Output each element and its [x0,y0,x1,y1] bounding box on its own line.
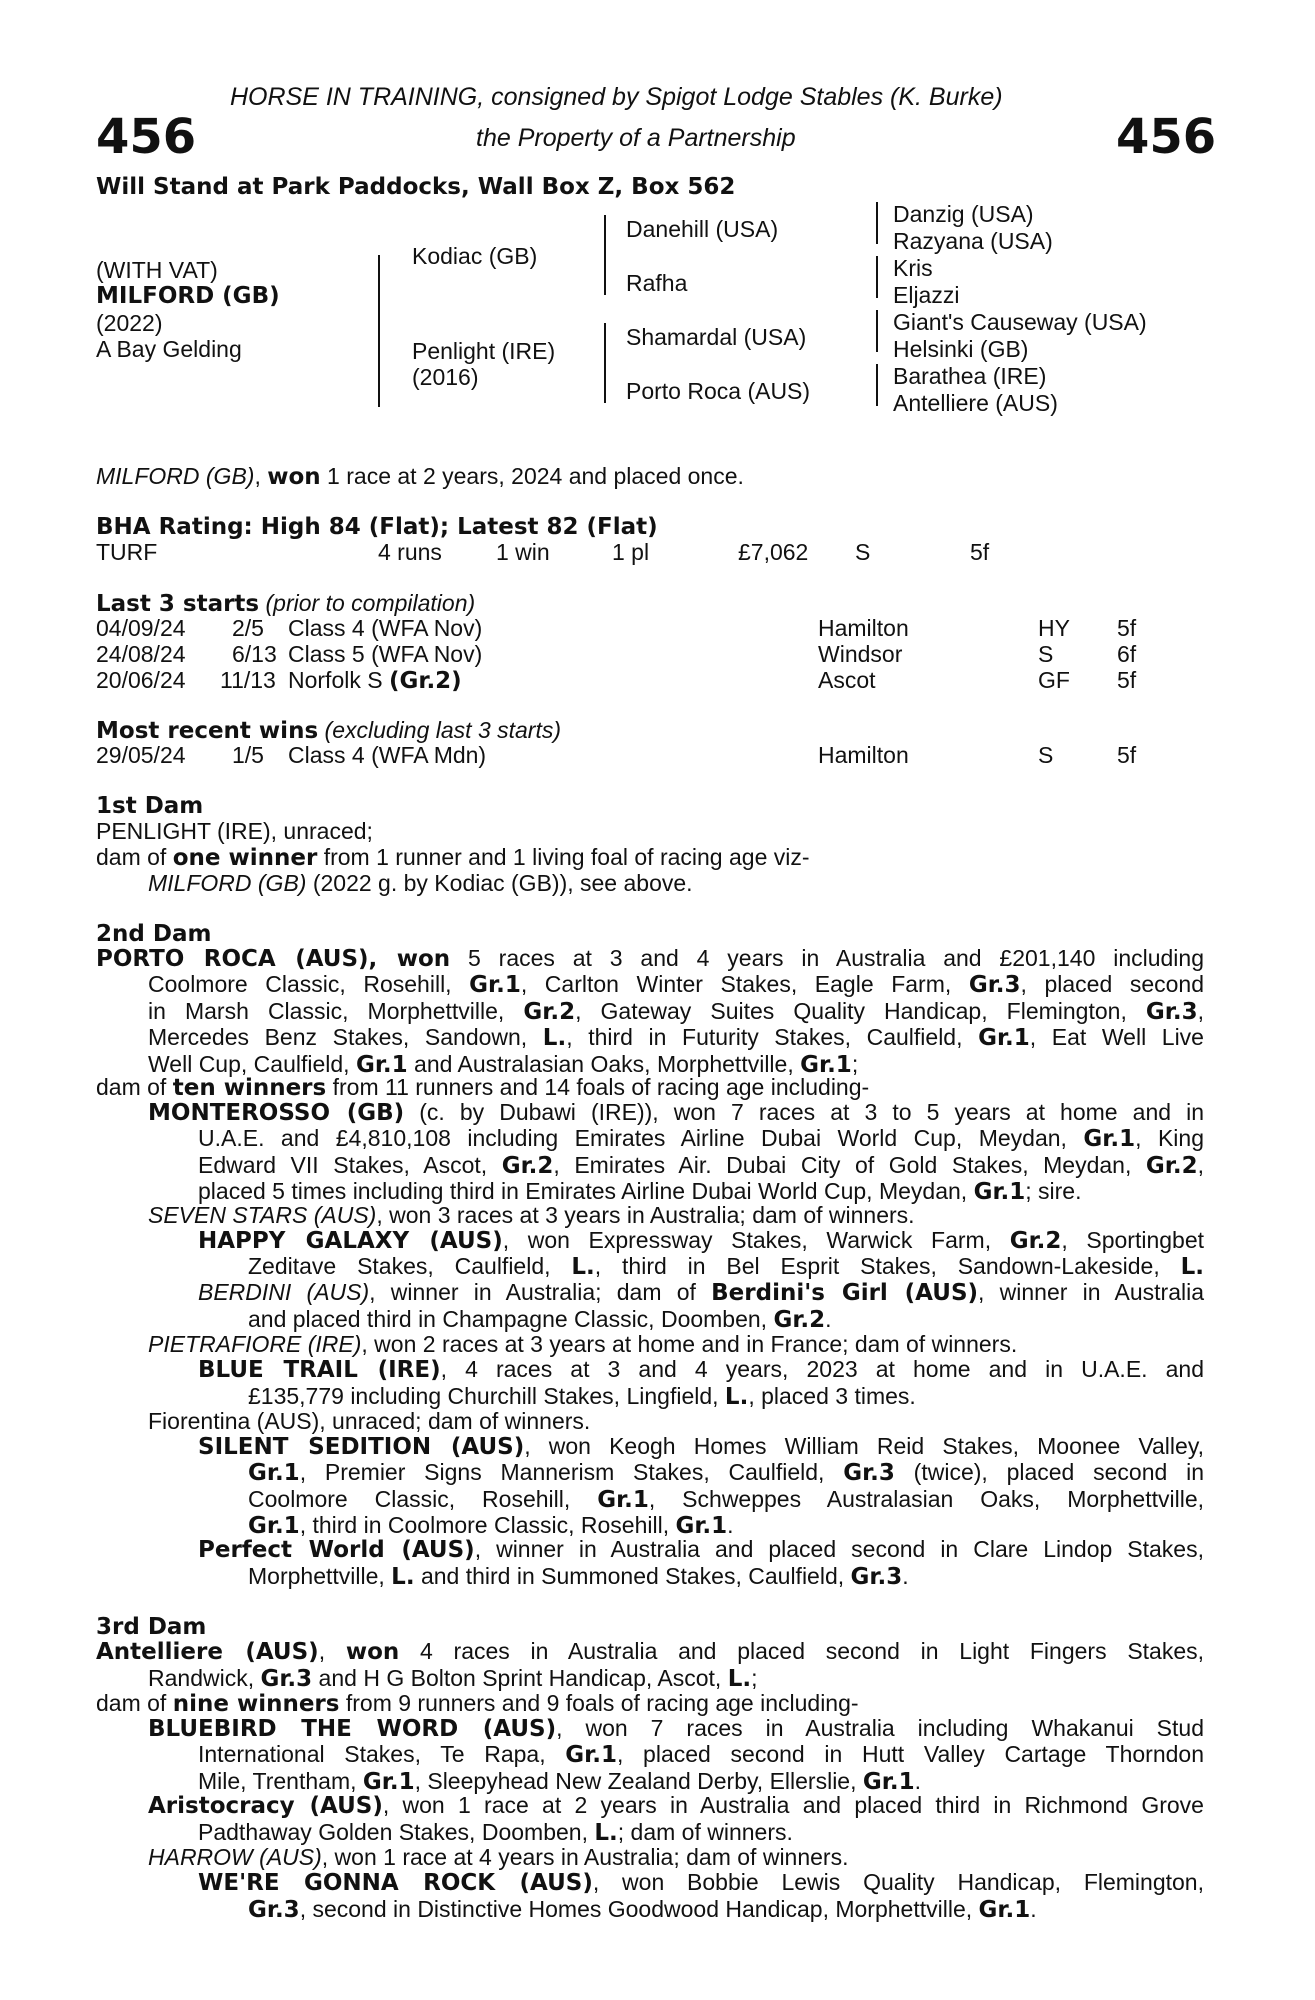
start-distance: 6f [1117,641,1137,667]
win-race: Class 4 (WFA Mdn) [288,742,487,768]
monterosso-entry: MONTEROSSO (GB) (c. by Dubawi (IRE)), won 7 races at 3 to 5 years at home and in [148,1099,1204,1126]
brace-dd [876,364,878,406]
start-course: Windsor [818,641,903,667]
third-dam-record: Antelliere (AUS), won 4 races in Australia and placed second in Light Fingers Stakes, [96,1638,1205,1665]
record-going: S [855,539,871,565]
pedigree-dam-year: (2016) [412,364,479,390]
second-dam-record-cont: Coolmore Classic, Rosehill, Gr.1, Carlton Winter Stakes, Eagle Farm, Gr.3, placed second in Marsh Classic, Morphettville, Gr.2, Gateway Suites Quality Handicap, Flemington, Gr.3, Mercedes Benz Stakes, Sandown, L., third in Futurity Stakes, Caulfield, Gr.1, Eat Well Live Well Cup, Caulfield, Gr.1 and Australasian Oaks, Morphettville, Gr.1; [148,971,1204,1078]
lot-number-left: 456 [96,109,197,165]
pedigree-gen3-8: Antelliere (AUS) [893,390,1058,416]
first-dam-foal: MILFORD (GB) (2022 g. by Kodiac (GB)), see above. [148,870,693,896]
win-distance: 5f [1117,742,1137,768]
start-distance: 5f [1117,667,1137,693]
pedigree-sire: Kodiac (GB) [412,243,538,269]
blue-trail-entry-cont: £135,779 including Churchill Stakes, Lingfield, L., placed 3 times. [248,1383,916,1410]
happy-galaxy-entry: HAPPY GALAXY (AUS), won Expressway Stakes, Warwick Farm, Gr.2, Sportingbet [198,1227,1205,1254]
lot-number-right: 456 [1116,109,1217,165]
start-position: 11/13 [220,667,276,693]
catalogue-subtitle: the Property of a Partnership [476,124,796,152]
win-position: 1/5 [232,742,264,768]
third-dam-heading: 3rd Dam [96,1614,207,1640]
fiorentina-entry: Fiorentina (AUS), unraced; dam of winners. [148,1408,591,1434]
harrow-entry: HARROW (AUS), won 1 race at 4 years in Australia; dam of winners. [148,1844,849,1870]
pedigree-gen3-2: Razyana (USA) [893,228,1053,254]
aristocracy-entry-cont: Padthaway Golden Stakes, Doomben, L.; dam of winners. [198,1819,793,1846]
seven-stars-entry: SEVEN STARS (AUS), won 3 races at 3 years in Australia; dam of winners. [148,1202,915,1228]
brace-ds [876,310,878,352]
start-going: HY [1038,615,1070,641]
pedigree-gen3-5: Giant's Causeway (USA) [893,309,1147,335]
silent-sedition-entry: SILENT SEDITION (AUS), won Keogh Homes William Reid Stakes, Moonee Valley, [198,1433,1205,1460]
bluebird-entry: BLUEBIRD THE WORD (AUS), won 7 races in Australia including Whakanui Stud [148,1715,1204,1742]
record-surface: TURF [96,539,158,565]
start-race: Class 5 (WFA Nov) [288,641,483,667]
third-dam-record-cont: Randwick, Gr.3 and H G Bolton Sprint Handicap, Ascot, L.; [148,1665,758,1692]
start-going: GF [1038,667,1070,693]
record-prize: £7,062 [738,539,809,565]
win-date: 29/05/24 [96,742,186,768]
start-position: 2/5 [232,615,264,641]
stand-location: Will Stand at Park Paddocks, Wall Box Z, Box 562 [96,174,736,200]
start-race: Class 4 (WFA Nov) [288,615,483,641]
brace-gen1 [378,255,380,407]
horse-description: A Bay Gelding [96,336,242,362]
race-summary: MILFORD (GB), won 1 race at 2 years, 2024 and placed once. [96,463,744,490]
second-dam-produce: dam of ten winners from 11 runners and 14 foals of racing age including- [96,1074,870,1101]
start-course: Ascot [818,667,876,693]
start-race: Norfolk S (Gr.2) [288,667,462,694]
happy-galaxy-entry-cont: Zeditave Stakes, Caulfield, L., third in Bel Esprit Stakes, Sandown-Lakeside, L. [248,1253,1205,1280]
first-dam-line: PENLIGHT (IRE), unraced; [96,818,373,844]
brace-sd [876,256,878,298]
second-dam-heading: 2nd Dam [96,921,212,947]
first-dam-heading: 1st Dam [96,793,204,819]
perfect-world-entry: Perfect World (AUS), winner in Australia and placed second in Clare Lindop Stakes, [198,1536,1204,1563]
bluebird-entry-cont: International Stakes, Te Rapa, Gr.1, placed second in Hutt Valley Cartage Thorndon Mile, Trentham, Gr.1, Sleepyhead New Zealand Derby, Ellerslie, Gr.1. [198,1741,1205,1795]
horse-name: MILFORD (GB) [96,283,280,309]
record-runs: 4 runs [378,539,442,565]
record-distance: 5f [970,539,990,565]
third-dam-produce: dam of nine winners from 9 runners and 9 foals of racing age including- [96,1690,859,1717]
start-going: S [1038,641,1054,667]
last-starts-heading: Last 3 starts (prior to compilation) [96,590,476,617]
pedigree-gen3-7: Barathea (IRE) [893,363,1047,389]
second-dam-record: PORTO ROCA (AUS), won 5 races at 3 and 4 years in Australia and £201,140 including [96,945,1204,972]
berdini-entry-cont: and placed third in Champagne Classic, Doomben, Gr.2. [248,1306,832,1333]
silent-sedition-entry-cont: Gr.1, Premier Signs Mannerism Stakes, Caulfield, Gr.3 (twice), placed second in Coolmore Classic, Rosehill, Gr.1, Schweppes Australasian Oaks, Morphettville, Gr.1, third in Coolmore Classic, Rosehill, Gr.1. [248,1459,1204,1540]
start-date: 04/09/24 [96,615,186,641]
pedigree-dam: Penlight (IRE) [412,338,556,364]
first-dam-produce: dam of one winner from 1 runner and 1 living foal of racing age viz- [96,844,810,871]
pedigree-gen3-1: Danzig (USA) [893,201,1034,227]
pedigree-sire-sire: Danehill (USA) [626,216,779,242]
start-distance: 5f [1117,615,1137,641]
monterosso-entry-cont: U.A.E. and £4,810,108 including Emirates Airline Dubai World Cup, Meydan, Gr.1, King Edward VII Stakes, Ascot, Gr.2, Emirates Air. Dubai City of Gold Stakes, Meydan, Gr.2, placed 5 times including third in Emirates Airline Dubai World Cup, Meydan, Gr.1; sire. [198,1125,1204,1206]
start-date: 20/06/24 [96,667,186,693]
pedigree-gen3-4: Eljazzi [893,282,960,308]
pietrafiore-entry: PIETRAFIORE (IRE), won 2 races at 3 years at home and in France; dam of winners. [148,1331,1018,1357]
blue-trail-entry: BLUE TRAIL (IRE), 4 races at 3 and 4 years, 2023 at home and in U.A.E. and [198,1356,1205,1383]
gonna-rock-entry-cont: Gr.3, second in Distinctive Homes Goodwood Handicap, Morphettville, Gr.1. [248,1896,1037,1923]
pedigree-dam-dam: Porto Roca (AUS) [626,378,811,404]
catalogue-title: HORSE IN TRAINING, consigned by Spigot Lodge Stables (K. Burke) [230,83,1003,111]
aristocracy-entry: Aristocracy (AUS), won 1 race at 2 years in Australia and placed third in Richmond Grove [148,1792,1204,1819]
brace-sire [604,215,606,295]
bha-rating: BHA Rating: High 84 (Flat); Latest 82 (Flat) [96,514,658,540]
perfect-world-entry-cont: Morphettville, L. and third in Summoned Stakes, Caulfield, Gr.3. [248,1563,909,1590]
pedigree-sire-dam: Rafha [626,270,688,296]
pedigree-gen3-3: Kris [893,255,933,281]
horse-year: (2022) [96,310,163,336]
start-position: 6/13 [232,641,277,667]
record-placed: 1 pl [612,539,650,565]
pedigree-dam-sire: Shamardal (USA) [626,324,807,350]
recent-wins-heading: Most recent wins (excluding last 3 starts) [96,717,562,744]
berdini-entry: BERDINI (AUS), winner in Australia; dam of Berdini's Girl (AUS), winner in Australia [198,1279,1205,1306]
start-date: 24/08/24 [96,641,186,667]
brace-ss [876,202,878,244]
gonna-rock-entry: WE'RE GONNA ROCK (AUS), won Bobbie Lewis Quality Handicap, Flemington, [198,1869,1204,1896]
record-wins: 1 win [496,539,550,565]
win-going: S [1038,742,1054,768]
brace-dam [604,323,606,403]
pedigree-gen3-6: Helsinki (GB) [893,336,1029,362]
start-course: Hamilton [818,615,909,641]
vat-note: (WITH VAT) [96,257,218,283]
win-course: Hamilton [818,742,909,768]
